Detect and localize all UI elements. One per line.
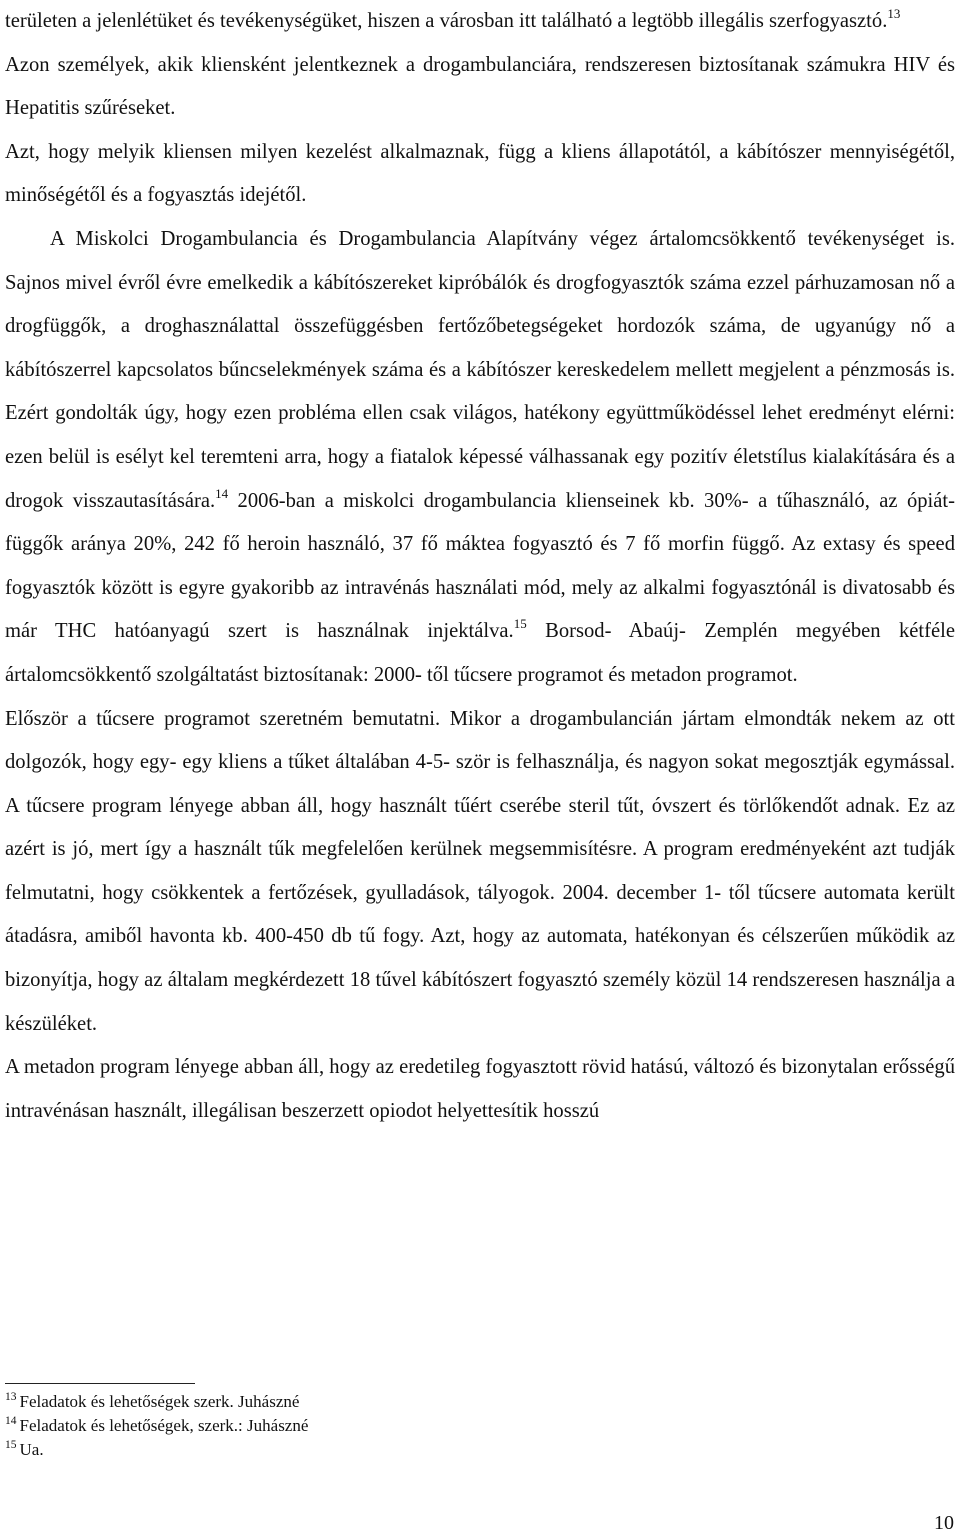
body-text — [5, 0, 955, 1133]
footnote-ref-13: 13 — [887, 6, 901, 21]
paragraph-1-text: területen a jelenlétüket és tevékenységüket, hiszen a városban itt található a legtöbb illegális szerfogyasztó. — [5, 10, 888, 32]
footnote-14 — [5, 1414, 308, 1438]
page-number: 10 — [934, 1512, 954, 1534]
paragraph-4-part2: 2006-ban a miskolci drogambulancia klienseinek kb. 30%- a tűhasználó, az ópiát- függők aránya 20%, 242 fő heroin használó, 37 fő máktea fogyasztó és 7 fő morfin függő. Az extasy és speed fogyasztók között is egyre gyakoribb az intravénás használati mód, mely az alkalmi fogyasztónál is divatosabb és már THC hatóanyagú szert is használnak injektálva. — [5, 489, 955, 643]
paragraph-5: Először a tűcsere programot szeretném bemutatni. Mikor a drogambulancián jártam elmondták nekem az ott dolgozók, hogy egy- egy kliens a tűket általában 4-5- ször is felhasználja, és nagyon sokat megosztják egymással. A tűcsere program lényege abban áll, hogy használt tűért cserébe steril tűt, óvszert és törlőkendőt adnak. Ez az azért is jó, mert így a használt tűk megfelelően kerülnek megsemmisítésre. A program eredményeként azt tudják felmutatni, hogy csökkentek a fertőzések, gyulladások, tályogok. 2004. december 1- től tűcsere automata került átadásra, amiből havonta kb. 400-450 db tű fogy. Azt, hogy az automata, hatékonyan és célszerűen működik az bizonyítja, hogy az általam megkérdezett 18 tűvel kábítószert fogyasztó személy közül 14 rendszeresen használja a készüléket. — [5, 707, 955, 1035]
paragraph-1 — [5, 0, 955, 44]
paragraph-6: A metadon program lényege abban áll, hogy az eredetileg fogyasztott rövid hatású, változó és bizonytalan erősségű intravénásan használt, illegálisan beszerzett opiodot helyettesítik hosszú — [5, 1056, 955, 1122]
footnote-text: Ua. — [19, 1440, 44, 1459]
footnotes — [5, 1390, 308, 1462]
document-page — [5, 0, 955, 1133]
footnote-number: 14 — [5, 1415, 17, 1427]
footnote-text: Feladatok és lehetőségek, szerk.: Juhászné — [19, 1416, 309, 1435]
footnote-number: 13 — [5, 1391, 17, 1403]
footnote-13 — [5, 1390, 308, 1414]
paragraph-4 — [5, 218, 955, 698]
footnote-ref-14: 14 — [215, 485, 229, 501]
paragraph-2: Azon személyek, akik kliensként jelentkeznek a drogambulanciára, rendszeresen biztosítanak számukra HIV és Hepatitis szűréseket. — [5, 53, 955, 120]
paragraph-3: Azt, hogy melyik kliensen milyen kezelést alkalmaznak, függ a kliens állapotától, a kábítószer mennyiségétől, minőségétől és a fogyasztás idejétől. — [5, 140, 955, 207]
footnote-number: 15 — [5, 1439, 17, 1451]
footnote-separator — [5, 1383, 195, 1384]
footnote-text: Feladatok és lehetőségek szerk. Juhászné — [19, 1392, 300, 1411]
paragraph-4-part1: A Miskolci Drogambulancia és Drogambulancia Alapítvány végez ártalomcsökkentő tevékenységet is. Sajnos mivel évről évre emelkedik a kábítószereket kipróbálók és drogfogyasztók száma ezzel párhuzamosan nő a drogfüggők, a droghasználattal összefüggésben fertőzőbetegségeket hordozók száma, de ugyanúgy nő a kábítószerrel kapcsolatos bűncselekmények száma és a kábítószer kereskedelem mellett megjelent a pénzmosás is. Ezért gondolták úgy, hogy ezen probléma ellen csak világos, hatékony együttműködéssel lehet eredményt elérni: ezen belül is esélyt kel teremteni arra, hogy a fiatalok képessé válhassanak egy pozitív életstílus kialakítására és a drogok visszautasítására. — [5, 227, 955, 512]
footnote-15 — [5, 1438, 308, 1462]
paragraph-4-part3: Borsod- Abaúj- Zemplén megyében kétféle ártalomcsökkentő szolgáltatást biztosítanak: 2000- től tűcsere programot és metadon programot. — [5, 620, 955, 686]
footnote-ref-15: 15 — [513, 616, 527, 632]
